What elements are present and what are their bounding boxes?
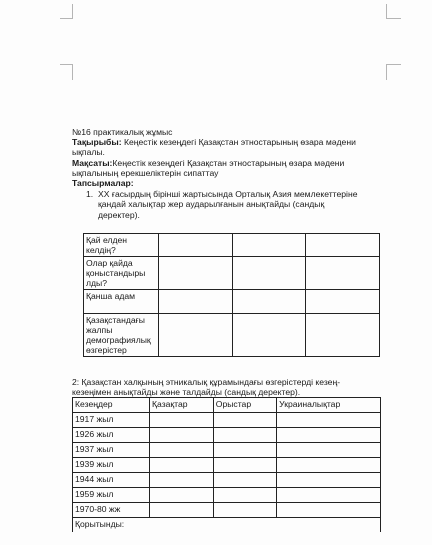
label-line: Олар қайда bbox=[86, 258, 133, 268]
label-line: Қазақстандағы bbox=[86, 315, 145, 325]
label-line: өзгерістер bbox=[86, 345, 127, 355]
table-cell[interactable] bbox=[277, 413, 381, 428]
table-row bbox=[73, 473, 381, 488]
table-row bbox=[73, 413, 381, 428]
table-cell[interactable] bbox=[150, 428, 214, 443]
period-cell: 1917 жыл bbox=[73, 413, 150, 428]
table-cell[interactable] bbox=[150, 413, 214, 428]
table-cell[interactable] bbox=[213, 473, 276, 488]
topic-line bbox=[72, 137, 390, 147]
column-header: Кезеңдер bbox=[73, 398, 150, 413]
task2-text bbox=[72, 377, 390, 397]
table-cell[interactable] bbox=[232, 234, 306, 257]
label-line: қоныстандыры bbox=[86, 268, 146, 278]
topic-label: Тақырыбы: bbox=[72, 137, 122, 148]
task2-line1: 2: Қазақстан халқының этникалық құрамындағы өзгерістерді кезең- bbox=[72, 377, 341, 387]
tasks-label: Тапсырмалар: bbox=[72, 178, 134, 189]
table-row bbox=[84, 314, 380, 357]
table-cell[interactable] bbox=[159, 257, 233, 290]
table-cell[interactable] bbox=[277, 458, 381, 473]
table-cell[interactable] bbox=[306, 257, 380, 290]
conclusion-row bbox=[73, 518, 381, 533]
task2-line2: кезеңімен анықтайды және талдайды (сандық деректер). bbox=[72, 387, 301, 398]
row-label bbox=[84, 290, 159, 314]
label-line: жалпы bbox=[86, 325, 113, 335]
table-cell[interactable] bbox=[159, 290, 233, 314]
table-row bbox=[73, 488, 381, 503]
goal-line bbox=[72, 158, 390, 168]
column-header: Орыстар bbox=[213, 398, 276, 413]
conclusion-cell[interactable]: Қорытынды: bbox=[73, 518, 381, 533]
table-cell[interactable] bbox=[277, 503, 381, 518]
table-cell[interactable] bbox=[150, 443, 214, 458]
table-cell[interactable] bbox=[159, 314, 233, 357]
table-cell[interactable] bbox=[306, 290, 380, 314]
period-cell: 1944 жыл bbox=[73, 473, 150, 488]
task1-table bbox=[83, 233, 380, 357]
table-cell[interactable] bbox=[150, 458, 214, 473]
task1-text bbox=[86, 189, 390, 220]
task1-body bbox=[98, 189, 390, 220]
goal-label: Мақсаты: bbox=[72, 157, 113, 168]
period-cell: 1970-80 жж bbox=[73, 503, 150, 518]
table-cell[interactable] bbox=[159, 234, 233, 257]
table-cell[interactable] bbox=[150, 473, 214, 488]
table-cell[interactable] bbox=[306, 234, 380, 257]
table-cell[interactable] bbox=[150, 503, 214, 518]
goal-text-cont: ықпалының ерекшеліктерін сипаттау bbox=[72, 167, 219, 178]
row-label bbox=[84, 257, 159, 290]
table-cell[interactable] bbox=[213, 503, 276, 518]
document-title: №16 практикалық жұмыс bbox=[72, 127, 173, 137]
table-row bbox=[73, 458, 381, 473]
column-header: Қазақтар bbox=[150, 398, 214, 413]
row-label bbox=[84, 234, 159, 257]
task1-line2: қандай халықтар жер аударылғанын анықтайды (сандық bbox=[98, 199, 325, 210]
table-row bbox=[84, 234, 380, 257]
table-row bbox=[73, 428, 381, 443]
column-header: Украиналықтар bbox=[277, 398, 381, 413]
table-cell[interactable] bbox=[277, 428, 381, 443]
label-line: демографиялық bbox=[86, 335, 151, 345]
table-cell[interactable] bbox=[277, 473, 381, 488]
table-cell[interactable] bbox=[232, 290, 306, 314]
table-cell[interactable] bbox=[213, 488, 276, 503]
label-line: Қай елден bbox=[86, 235, 128, 245]
topic-text-cont: ықпалы. bbox=[72, 147, 105, 158]
table-row bbox=[73, 443, 381, 458]
table-cell[interactable] bbox=[213, 458, 276, 473]
label-line: Қанша адам bbox=[86, 291, 136, 301]
period-cell: 1937 жыл bbox=[73, 443, 150, 458]
task1-line1: XX ғасырдың бірінші жартысында Орталық Азия мемлекеттеріне bbox=[98, 189, 358, 200]
crop-mark-top-right bbox=[386, 4, 401, 19]
task1-line3: деректер). bbox=[98, 209, 140, 220]
task1-number: 1. bbox=[86, 189, 94, 200]
period-cell: 1959 жыл bbox=[73, 488, 150, 503]
table-header-row bbox=[73, 398, 381, 413]
table-cell[interactable] bbox=[277, 488, 381, 503]
label-line: лды? bbox=[86, 278, 107, 288]
crop-mark-top-left bbox=[60, 4, 73, 19]
goal-text: Кеңестік кезеңдегі Қазақстан этностарының өзара мәдени bbox=[112, 157, 345, 168]
table-row bbox=[84, 290, 380, 314]
row-label bbox=[84, 314, 159, 357]
label-line: келдің? bbox=[86, 245, 116, 255]
period-cell: 1939 жыл bbox=[73, 458, 150, 473]
table-row bbox=[73, 503, 381, 518]
crop-mark-margin-right bbox=[386, 64, 401, 80]
period-cell: 1926 жыл bbox=[73, 428, 150, 443]
topic-text: Кеңестік кезеңдегі Қазақстан этностарының өзара мәдени bbox=[123, 137, 356, 148]
table-row bbox=[84, 257, 380, 290]
table-cell[interactable] bbox=[232, 257, 306, 290]
table-cell[interactable] bbox=[213, 428, 276, 443]
document-header bbox=[72, 127, 390, 220]
table-cell[interactable] bbox=[277, 443, 381, 458]
crop-mark-margin-left bbox=[60, 64, 73, 80]
table-cell[interactable] bbox=[213, 413, 276, 428]
task2-table bbox=[72, 397, 381, 532]
table-cell[interactable] bbox=[232, 314, 306, 357]
table-cell[interactable] bbox=[213, 443, 276, 458]
table-cell[interactable] bbox=[150, 488, 214, 503]
table-cell[interactable] bbox=[306, 314, 380, 357]
